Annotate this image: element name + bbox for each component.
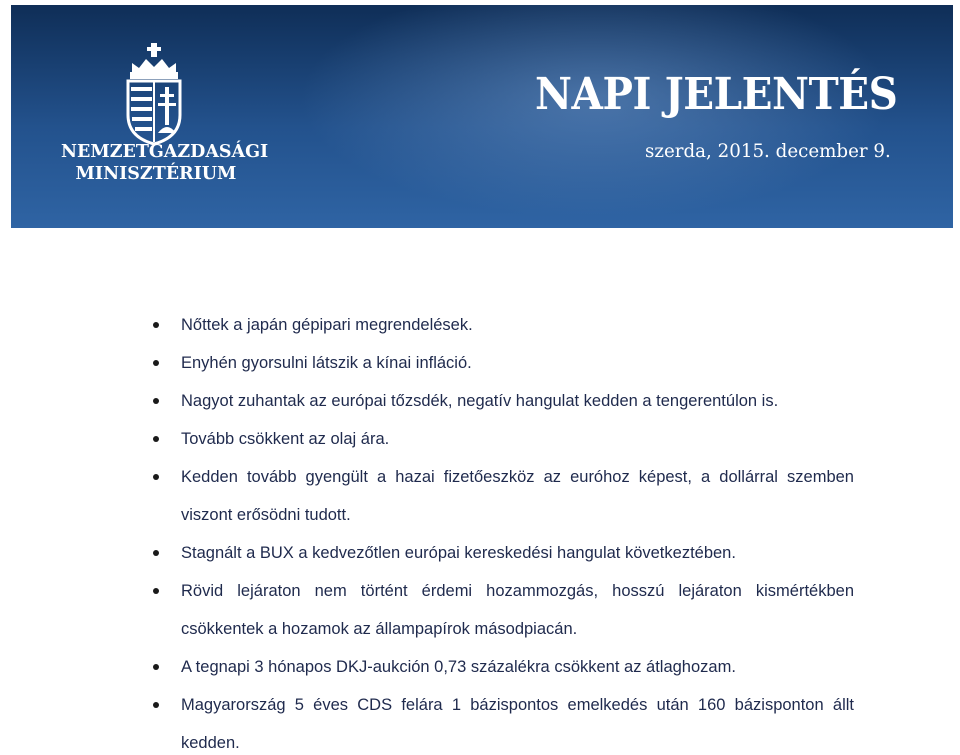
bullet-icon [153, 702, 159, 708]
bullet-icon [153, 588, 159, 594]
bullet-icon [153, 550, 159, 556]
bullet-icon [153, 664, 159, 670]
list-item-text: Rövid lejáraton nem történt érdemi hozammozgás, hosszú lejáraton kismértékben csökkentek a hozamok az állampapírok másodpiacán. [181, 582, 854, 638]
header-banner [11, 5, 953, 228]
list-item [130, 572, 854, 648]
list-item [130, 306, 854, 344]
list-item-text: A tegnapi 3 hónapos DKJ-aukción 0,73 százalékra csökkent az átlaghozam. [181, 658, 736, 676]
bullet-list [130, 306, 854, 755]
list-item [130, 382, 854, 420]
ministry-name-line1: NEMZETGAZDASÁGI [61, 142, 269, 162]
list-item [130, 420, 854, 458]
list-item [130, 534, 854, 572]
list-item [130, 648, 854, 686]
list-item [130, 686, 854, 755]
list-item-text: Nőttek a japán gépipari megrendelések. [181, 316, 473, 334]
list-item [130, 344, 854, 382]
list-item-text: Tovább csökkent az olaj ára. [181, 430, 390, 448]
ministry-name-line2: MINISZTÉRIUM [75, 164, 237, 184]
bullet-icon [153, 474, 159, 480]
ministry-name [61, 141, 269, 185]
bullet-icon [153, 360, 159, 366]
bullet-icon [153, 398, 159, 404]
list-item-text: Stagnált a BUX a kedvezőtlen európai kereskedési hangulat következtében. [181, 544, 736, 562]
bullet-icon [153, 436, 159, 442]
list-item-text: Kedden tovább gyengült a hazai fizetőeszköz az euróhoz képest, a dollárral szemben viszont erősödni tudott. [181, 468, 854, 524]
list-item-text: Nagyot zuhantak az európai tőzsdék, negatív hangulat kedden a tengerentúlon is. [181, 392, 779, 410]
bullet-icon [153, 322, 159, 328]
report-date: szerda, 2015. december 9. [645, 140, 891, 162]
coat-of-arms-icon [124, 43, 184, 145]
list-item-text: Enyhén gyorsulni látszik a kínai infláció. [181, 354, 472, 372]
list-item [130, 458, 854, 534]
report-title: NAPI JELENTÉS [535, 69, 898, 120]
list-item-text: Magyarország 5 éves CDS felára 1 bázispontos emelkedés után 160 bázisponton állt kedden. [181, 696, 854, 752]
